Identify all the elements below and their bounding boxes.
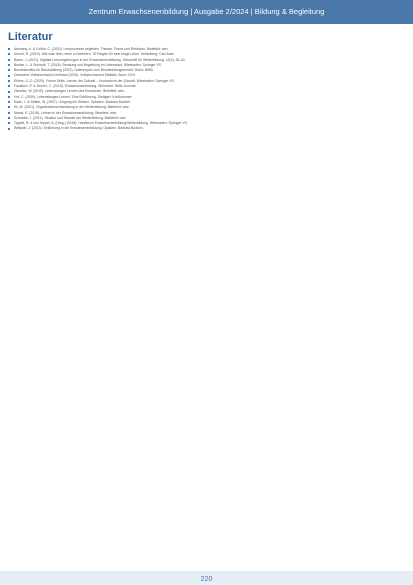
reference-item: [8, 79, 406, 83]
reference-item: [8, 100, 406, 104]
reference-item: [8, 121, 406, 125]
reference-text: Alemany, A. & Colibri, C. (2020). Lernprozesse begleiten. Theorie, Praxis und Reflexion. Bielefeld: wbv.: [14, 47, 169, 51]
reference-item: [8, 95, 406, 99]
reference-text: Hof, C. (2009). Lebenslanges Lernen. Eine Einführung. Stuttgart: Kohlhammer.: [14, 94, 133, 99]
section-title: Literatur: [8, 31, 53, 43]
page-number: 220: [200, 576, 213, 583]
journal-header-text: Zentrum Erwachsenenbildung | Ausgabe 2/2024 | Bildung & Begleitung: [88, 7, 325, 16]
reference-text: Gieseke, W. (2019). Lebenslanges Lernen und Emotionen. Bielefeld: wbv.: [14, 89, 125, 94]
reference-item: [8, 73, 406, 77]
reference-item: [8, 47, 406, 51]
reference-text: Kil, M. (2021). Organisationsentwicklung in der Weiterbildung. Bielefeld: wbv.: [14, 105, 130, 110]
reference-text: Schrader, J. (2011). Struktur und Wandel der Weiterbildung. Bielefeld: wbv.: [14, 115, 127, 120]
reference-text: Kade, J. & Seitter, W. (2007). Umgang mit Wissen. Opladen: Barbara Budrich.: [14, 99, 132, 104]
reference-item: [8, 84, 406, 88]
reference-item: [8, 105, 406, 109]
reference-text: Tippelt, R. & von Hippel, A. (Hrsg.) (2018). Handbuch Erwachsenenbildung/Weiterbildung. Wiesbaden: Springer VS.: [14, 121, 188, 126]
reference-item: [8, 116, 406, 120]
reference-text: Faulstich, P. & Zeuner, C. (2010). Erwachsenenbildung. Weinheim: Beltz Juventa.: [14, 84, 137, 89]
reference-item: [8, 58, 406, 62]
reference-item: [8, 52, 406, 56]
reference-text: Nuissl, E. (2018). Lehren in der Erwachsenenbildung. Bielefeld: wbv.: [14, 110, 117, 115]
reference-text: Deutscher Volkshochschul-Verband (2020). Volkshochschul-Statistik. Bonn: DVV.: [14, 73, 136, 78]
reference-text: Arnold, R. (2019). Wie man lehrt, ohne zu belehren. 29 Regeln für eine kluge Lehre. Heidelberg: Carl-Auer.: [14, 52, 175, 57]
reference-item: [8, 126, 406, 130]
reference-item: [8, 68, 406, 72]
reference-item: [8, 89, 406, 93]
reference-text: Becker, L. & Schmidt, T. (2018). Beratung und Begleitung im Lebenslauf. Wiesbaden: Springer VS.: [14, 62, 162, 67]
reference-text: Bundesinstitut für Berufsbildung (2022). Datenreport zum Berufsbildungsbericht. Bonn: BIBB.: [14, 68, 154, 73]
reference-item: [8, 63, 406, 67]
reference-text: Ehlers, U.-D. (2020). Future Skills. Lernen der Zukunft – Hochschule der Zukunft. Wiesbaden: Springer VS.: [14, 78, 175, 83]
reference-list: [8, 47, 406, 132]
journal-header: [0, 0, 413, 24]
reference-text: Bauer, J. (2021). Digitale Lernumgebungen in der Erwachsenenbildung. Zeitschrift für Weiterbildung, 12(3), 45–62.: [14, 57, 186, 62]
reference-item: [8, 111, 406, 115]
reference-text: Wittpoth, J. (2013). Einführung in die Erwachsenenbildung. Opladen: Barbara Budrich.: [14, 126, 144, 131]
